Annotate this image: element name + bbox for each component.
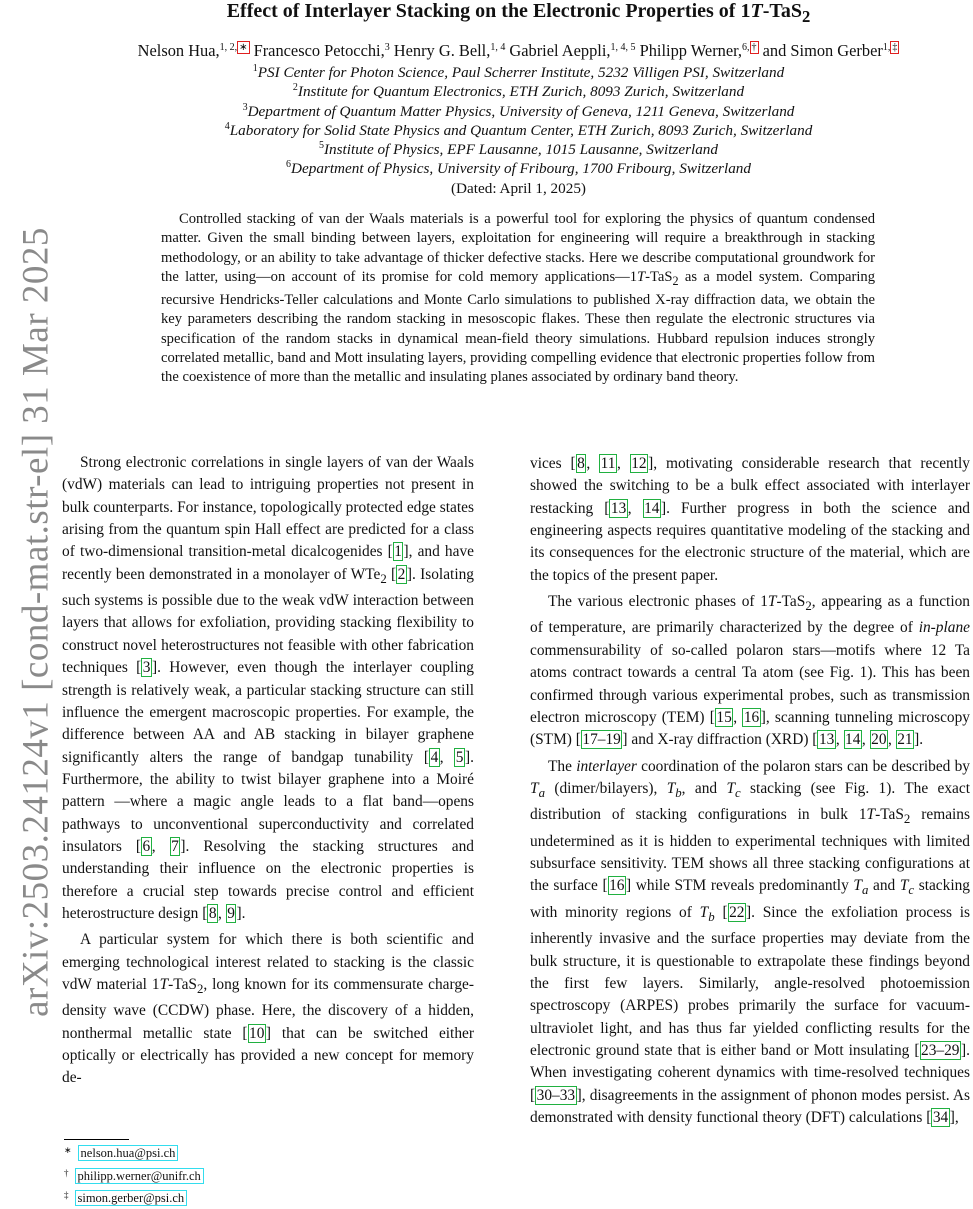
citation-link[interactable]: 12: [631, 455, 647, 472]
author-affil-numbers: 1, 2,: [219, 42, 238, 53]
citation-link[interactable]: 13: [818, 731, 835, 749]
citation-link[interactable]: 17–19: [582, 731, 621, 749]
citation-link[interactable]: 21: [897, 731, 913, 749]
citation-link[interactable]: 7: [171, 837, 179, 855]
citation-link[interactable]: 3: [142, 659, 151, 677]
citation-link[interactable]: 15: [716, 708, 732, 726]
citation-link[interactable]: 6: [142, 837, 151, 855]
citation-link[interactable]: 16: [609, 877, 625, 895]
citation-link[interactable]: 23–29: [921, 1041, 960, 1059]
footnotes: [64, 1141, 364, 1209]
citation-link[interactable]: 2: [397, 565, 406, 583]
author-name: Philipp Werner,: [639, 41, 743, 60]
citation-link[interactable]: 4: [430, 748, 439, 766]
footnote-rule: [64, 1139, 129, 1140]
body-paragraph: The various electronic phases of 1T-TaS$_2$, appearing as a function of temperature, are primarily characterized by the degree of in-plane commensurability of so-called polaron stars—motifs where 12 Ta atoms contract towards a central Ta atom (see Fig. 1). This has been confirmed through various experimental probes, such as transmission electron microscopy (TEM) [15, 16], scanning tunneling microscopy (STM) [17–19] and X-ray diffraction (XRD) [13, 14, 20, 21].: [530, 593, 970, 749]
citation-link[interactable]: 30–33: [536, 1086, 576, 1104]
email-link[interactable]: simon.gerber@psi.ch: [75, 1190, 188, 1206]
author-affil-numbers: 1,: [882, 42, 891, 53]
affiliation-line: $^3$Department of Quantum Matter Physics, University of Geneva, 1211 Geneva, Switzerland: [242, 101, 795, 120]
footnote-link[interactable]: ∗: [239, 42, 248, 53]
date-line: (Dated: April 1, 2025): [451, 179, 586, 197]
paper-title: Effect of Interlayer Stacking on the Electronic Properties of 1T-TaS$_2$: [226, 0, 811, 26]
footnote-item: ∗ nelson.hua@psi.ch: [64, 1141, 364, 1164]
arxiv-identifier[interactable]: arXiv:2503.24124v1 [cond-mat.str-el] 31 Mar 2025: [15, 227, 57, 1017]
affiliation-line: $^2$Institute for Quantum Electronics, ETH Zurich, 8093 Zurich, Switzerland: [292, 82, 745, 101]
citation-link[interactable]: 13: [610, 499, 627, 517]
citation-link[interactable]: 22: [729, 903, 745, 921]
author-name: Nelson Hua,: [137, 41, 220, 60]
email-link[interactable]: philipp.werner@unifr.ch: [75, 1168, 204, 1184]
author-affil-numbers: 3: [384, 42, 390, 53]
citation-link[interactable]: 11: [600, 455, 616, 472]
affiliation-line: $^5$Institute of Physics, EPF Lausanne, 1015 Lausanne, Switzerland: [318, 140, 718, 159]
body-paragraph: Strong electronic correlations in single layers of van der Waals (vdW) materials can lead to intriguing properties not present in bulk counterparts. For instance, topologically protected edge states arising from the quantum spin Hall effect are predicted for a class of two-dimensional transition-metal dicalcogenides [1], and have recently been demonstrated in a monolayer of WTe$_2$ [2]. Isolating such systems is possible due to the weak vdW interaction between layers that allows for exfoliation, providing stacking flexibility to construct novel heterostructures not feasible with other fabrication techniques [3]. However, even though the interlayer coupling strength is relatively weak, a particular stacking structure can still influence the emergent macroscopic properties. For example, the difference between AA and AB stacking in bilayer graphene significantly alters the range of bandgap tunability [4, 5]. Furthermore, the ability to twist bilayer graphene into a Moiré pattern —where a magic angle leads to a flat band—opens pathways to unconventional superconductivity and correlated insulators [6, 7]. Resolving the stacking structures and understanding their influence on the electronic properties is therefore a crucial step towards precise control and efficient heterostructure design [8, 9].: [62, 454, 474, 922]
footnote-link[interactable]: †: [751, 42, 757, 53]
author-name: and Simon Gerber: [762, 41, 883, 60]
author-affil-numbers: 1, 4, 5: [610, 42, 636, 53]
citation-link[interactable]: 14: [644, 499, 660, 517]
citation-link[interactable]: 5: [455, 748, 464, 766]
citation-link[interactable]: 34: [932, 1109, 949, 1127]
abstract-text: Controlled stacking of van der Waals materials is a powerful tool for exploring the physics of quantum condensed matter. Given the small binding between layers, exploitation for engineering will require a breakthrough in stacking methodology, or an ability to take advantage of thicker defective stacks. Here we describe computational groundwork for the latter, using—on account of its promise for cold memory applications—1T-TaS$_2$ as a model system. Comparing recursive Hendricks-Teller calculations and Monte Carlo simulations to published X-ray diffraction data, we obtain the key parameters describing the random stacking in mesoscopic flakes. These then regulate the electronic structures via specification of the random stacks in dynamical mean-field theory simulations. Hubbard repulsion induces strongly correlated metallic, band and Mott insulating layers, providing compelling evidence that electronic properties follow from the coexistence of more than the metallic and insulating planes associated by ordinary band theory.: [161, 211, 875, 386]
citation-link[interactable]: 1: [394, 543, 402, 561]
author-name: Henry G. Bell,: [393, 41, 491, 60]
left-column: [62, 452, 474, 1090]
arxiv-stamp-margin: [0, 0, 60, 1200]
affiliation-list: [64, 63, 973, 198]
author-affil-numbers: 6,: [742, 42, 750, 53]
author-list: [64, 40, 973, 62]
footnote-item: ‡ simon.gerber@psi.ch: [64, 1186, 364, 1209]
body-paragraph: The interlayer coordination of the polaron stars can be described by $T_a$ (dimer/bilayers), $T_b$, and $T_c$ stacking (see Fig. 1). The exact distribution of stacking configurations in bulk 1T-TaS$_2$ remains undetermined as it is hidden to experimental techniques with limited subsurface sensitivity. TEM shows all three stacking configurations at the surface [16] while STM reveals predominantly $T_a$ and $T_c$ stacking with minority regions of $T_b$ [22]. Since the exfoliation process is inherently invasive and the surface properties may deviate from the bulk structure, it is questionable to extrapolate these findings beyond the first few layers. Similarly, angle-resolved photoemission spectroscopy (ARPES) probes primarily the surface for vacuum-ultraviolet light, and has thus far yielded conflicting results for the electronic ground state that is either band or Mott insulating [23–29]. When investigating coherent dynamics with time-resolved techniques [30–33], disagreements in the assignment of phonon modes persist. As demonstrated with density functional theory (DFT) calculations [34],: [530, 757, 970, 1127]
affiliation-line: $^1$PSI Center for Photon Science, Paul Scherrer Institute, 5232 Villigen PSI, Switzerland: [252, 63, 785, 81]
citation-link[interactable]: 10: [249, 1024, 265, 1042]
footnote-link[interactable]: ‡: [892, 42, 898, 53]
citation-link[interactable]: 16: [743, 708, 760, 726]
author-affil-numbers: 1, 4: [490, 42, 506, 53]
author-name: Gabriel Aeppli,: [509, 41, 611, 60]
citation-link[interactable]: 14: [845, 731, 861, 749]
abstract: [161, 210, 875, 388]
author-name: Francesco Petocchi,: [253, 41, 385, 60]
affiliation-line: $^4$Laboratory for Solid State Physics and Quantum Center, ETH Zurich, 8093 Zurich, Switzerland: [224, 120, 813, 139]
body-paragraph: A particular system for which there is both scientific and emerging technological interest related to stacking is the classic vdW material 1T-TaS$_2$, long known for its commensurate charge-density wave (CCDW) phase. Here, the discovery of a hidden, nonthermal metallic state [10] that can be switched either optically or electrically has provided a new concept for memory de-: [62, 931, 474, 1087]
affiliation-line: $^6$Department of Physics, University of Fribourg, 1700 Fribourg, Switzerland: [286, 159, 751, 178]
body-paragraph: vices [8, 11, 12], motivating considerable research that recently showed the switching to be a bulk effect associated with interlayer restacking [13, 14]. Further progress in both the science and engineering aspects requires quantitative modeling of the stacking and its consequences for the electronic structure of the material, which are the topics of the present paper.: [530, 455, 970, 584]
footnote-item: † philipp.werner@unifr.ch: [64, 1164, 364, 1187]
citation-link[interactable]: 9: [227, 904, 235, 922]
citation-link[interactable]: 8: [208, 904, 217, 922]
citation-link[interactable]: 8: [577, 455, 585, 472]
email-link[interactable]: nelson.hua@psi.ch: [78, 1145, 179, 1161]
citation-link[interactable]: 20: [871, 731, 887, 749]
right-column: [530, 453, 970, 1129]
